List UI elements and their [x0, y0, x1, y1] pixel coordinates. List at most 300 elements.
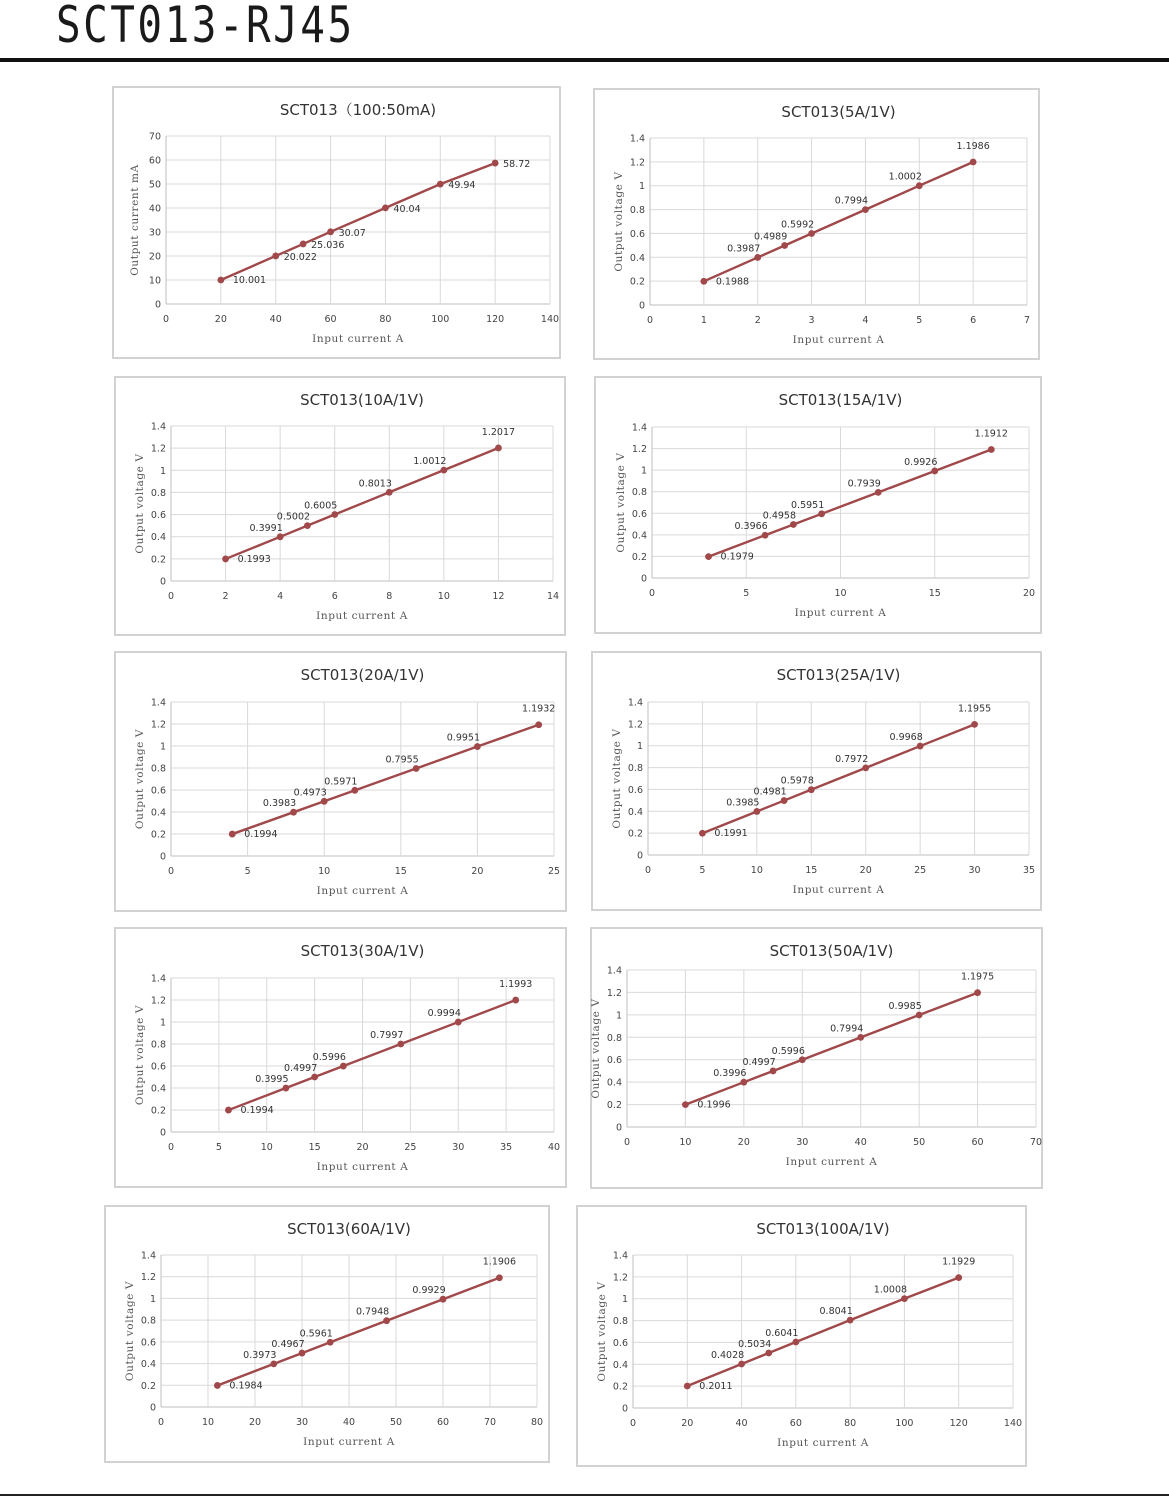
- data-point: [492, 160, 499, 167]
- y-axis-label: Output voltage V: [134, 1004, 146, 1106]
- y-tick-label: 0.4: [150, 1083, 166, 1095]
- data-label: 25.036: [311, 239, 345, 251]
- chart-title: SCT013(5A/1V): [781, 103, 896, 121]
- chart-svg: [116, 653, 569, 914]
- data-point: [229, 831, 236, 838]
- y-tick-label: 1: [638, 181, 645, 193]
- data-point: [327, 228, 334, 235]
- data-label: 1.1906: [482, 1256, 517, 1268]
- y-tick-label: 0.8: [150, 763, 166, 775]
- data-point: [738, 1361, 745, 1368]
- y-tick-label: 0: [159, 851, 166, 863]
- y-tick-label: 0.6: [606, 1055, 622, 1067]
- x-tick-label: 20: [356, 1142, 369, 1153]
- y-tick-label: 0.2: [150, 554, 166, 566]
- data-point: [808, 230, 815, 237]
- data-point: [847, 1317, 854, 1324]
- data-label: 0.7997: [370, 1030, 404, 1042]
- x-axis-label: Input current A: [777, 1437, 869, 1449]
- x-tick-label: 35: [1022, 865, 1036, 876]
- x-tick-label: 6: [970, 315, 977, 326]
- data-label: 1.1993: [499, 979, 533, 991]
- x-axis-label: Input current A: [312, 333, 404, 345]
- y-tick-label: 1: [149, 1293, 156, 1305]
- data-point: [955, 1274, 962, 1281]
- chart-panel-sct013-10a: [114, 376, 566, 636]
- data-label: 0.5951: [791, 499, 825, 511]
- x-tick-label: 12: [492, 591, 505, 602]
- data-point: [684, 1383, 691, 1390]
- chart-svg: [596, 378, 1044, 636]
- data-label: 0.5992: [780, 219, 815, 231]
- data-point: [437, 181, 444, 188]
- data-label: 0.8041: [819, 1306, 853, 1318]
- data-point: [770, 1068, 777, 1075]
- data-label: 0.1991: [714, 828, 748, 840]
- data-point: [765, 1350, 772, 1357]
- x-tick-label: 15: [805, 865, 818, 876]
- x-tick-label: 3: [808, 315, 815, 326]
- x-tick-label: 0: [167, 866, 175, 877]
- x-tick-label: 120: [949, 1418, 968, 1429]
- x-tick-label: 80: [844, 1418, 857, 1429]
- x-axis-label: Input current A: [785, 1156, 878, 1168]
- y-tick-label: 1.4: [631, 422, 647, 434]
- chart-svg: [106, 1207, 552, 1465]
- y-tick-label: 1.4: [627, 697, 643, 709]
- x-tick-label: 10: [201, 1417, 215, 1428]
- x-tick-label: 2: [754, 315, 761, 326]
- y-tick-label: 0.6: [150, 510, 166, 522]
- data-label: 0.1988: [715, 276, 750, 288]
- y-tick-label: 0: [640, 573, 647, 585]
- data-point: [754, 254, 761, 261]
- x-tick-label: 5: [743, 588, 750, 599]
- x-tick-label: 70: [1029, 1137, 1043, 1148]
- y-tick-label: 0.6: [627, 784, 643, 796]
- chart-title: SCT013(30A/1V): [300, 942, 425, 960]
- y-tick-label: 0.4: [150, 532, 166, 544]
- series-line: [232, 725, 538, 834]
- data-label: 1.0002: [888, 171, 922, 183]
- data-label: 0.1996: [697, 1099, 731, 1111]
- chart-svg: [593, 653, 1044, 913]
- x-tick-label: 10: [437, 591, 450, 602]
- series-line: [702, 724, 974, 833]
- chart-title: SCT013(25A/1V): [776, 666, 901, 684]
- y-tick-label: 10: [148, 275, 161, 287]
- data-label: 0.4997: [742, 1056, 776, 1068]
- x-tick-label: 7: [1023, 315, 1031, 326]
- y-tick-label: 1.4: [629, 133, 645, 145]
- data-point: [682, 1101, 689, 1108]
- x-tick-label: 60: [971, 1137, 984, 1148]
- data-point: [327, 1339, 334, 1346]
- x-tick-label: 40: [269, 314, 282, 325]
- chart-svg: [595, 90, 1042, 362]
- x-tick-label: 0: [646, 315, 654, 326]
- x-axis-label: Input current A: [792, 334, 885, 346]
- data-label: 1.0012: [413, 456, 447, 468]
- series-line: [709, 450, 992, 557]
- y-tick-label: 0.6: [150, 785, 166, 797]
- chart-title: SCT013(20A/1V): [300, 666, 425, 684]
- data-point: [283, 1085, 290, 1092]
- data-label: 0.3987: [727, 243, 761, 255]
- x-tick-label: 25: [404, 1142, 417, 1153]
- data-point: [382, 205, 389, 212]
- page-title: SCT013-RJ45: [56, 0, 355, 54]
- chart-svg: [116, 929, 569, 1190]
- y-tick-label: 1: [640, 465, 647, 477]
- y-tick-label: 0.6: [629, 228, 645, 240]
- data-label: 0.5971: [324, 776, 358, 788]
- data-point: [790, 521, 797, 528]
- data-point: [272, 253, 279, 260]
- y-tick-label: 40: [148, 203, 161, 215]
- x-axis-label: Input current A: [792, 884, 885, 896]
- y-tick-label: 30: [148, 227, 161, 239]
- chart-panel-sct013-100-50ma: [112, 86, 561, 359]
- y-tick-label: 0.8: [631, 487, 647, 499]
- x-tick-label: 10: [679, 1137, 692, 1148]
- data-label: 0.6041: [765, 1327, 799, 1339]
- x-tick-label: 6: [331, 591, 338, 602]
- x-tick-label: 0: [167, 591, 175, 602]
- data-label: 0.7939: [847, 478, 881, 490]
- chart-panel-sct013-15a: [594, 376, 1042, 634]
- chart-title: SCT013(60A/1V): [287, 1220, 411, 1238]
- y-tick-label: 0.8: [150, 1039, 166, 1051]
- y-tick-label: 0.6: [150, 1061, 166, 1073]
- data-point: [495, 445, 502, 452]
- data-point: [781, 242, 788, 249]
- y-tick-label: 20: [148, 251, 161, 263]
- x-tick-label: 4: [862, 315, 869, 326]
- chart-panel-sct013-25a: [591, 651, 1042, 911]
- data-label: 1.1912: [974, 428, 1008, 440]
- data-label: 30.07: [338, 227, 366, 239]
- chart-svg: [116, 378, 568, 638]
- data-label: 20.022: [283, 251, 317, 263]
- x-tick-label: 5: [244, 866, 251, 877]
- y-tick-label: 0.8: [629, 205, 645, 217]
- y-tick-label: 0: [638, 300, 645, 312]
- data-point: [917, 743, 924, 750]
- data-label: 0.5961: [299, 1328, 333, 1340]
- data-point: [740, 1079, 747, 1086]
- y-axis-label: Output current mA: [129, 164, 141, 276]
- y-tick-label: 1.2: [629, 157, 645, 169]
- x-tick-label: 100: [895, 1418, 914, 1429]
- data-point: [931, 468, 938, 475]
- chart-title: SCT013(15A/1V): [778, 391, 903, 409]
- y-tick-label: 0: [621, 1403, 628, 1415]
- x-tick-label: 40: [854, 1137, 867, 1148]
- y-tick-label: 1: [621, 1294, 628, 1306]
- x-axis-label: Input current A: [303, 1436, 395, 1448]
- chart-svg: [578, 1207, 1029, 1469]
- data-point: [304, 522, 311, 529]
- data-point: [225, 1107, 232, 1114]
- data-point: [857, 1034, 864, 1041]
- y-tick-label: 60: [148, 155, 161, 167]
- x-tick-label: 140: [540, 314, 560, 325]
- data-point: [762, 532, 769, 539]
- data-point: [340, 1063, 347, 1070]
- y-tick-label: 0.2: [606, 1100, 622, 1112]
- x-tick-label: 0: [644, 865, 652, 876]
- chart-panel-sct013-30a: [114, 927, 567, 1188]
- x-tick-label: 1: [700, 315, 707, 326]
- data-point: [277, 533, 284, 540]
- y-tick-label: 0: [615, 1122, 622, 1134]
- data-label: 58.72: [503, 159, 531, 171]
- data-label: 0.4967: [271, 1339, 305, 1351]
- data-label: 0.7994: [834, 195, 869, 207]
- data-label: 0.9929: [412, 1285, 446, 1297]
- data-point: [440, 1296, 447, 1303]
- data-label: 0.7955: [385, 754, 419, 766]
- data-label: 0.4997: [284, 1063, 318, 1075]
- data-label: 0.3973: [243, 1349, 277, 1361]
- x-tick-label: 50: [389, 1417, 403, 1428]
- data-label: 1.1975: [960, 971, 995, 983]
- y-tick-label: 0.2: [150, 1105, 166, 1117]
- x-tick-label: 15: [308, 1142, 321, 1153]
- data-point: [916, 182, 923, 189]
- data-point: [753, 808, 760, 815]
- data-label: 1.1955: [957, 703, 992, 715]
- x-tick-label: 5: [916, 315, 923, 326]
- y-tick-label: 1.2: [150, 719, 166, 731]
- data-label: 1.1986: [956, 141, 990, 153]
- data-label: 40.04: [393, 203, 421, 215]
- data-point: [901, 1295, 908, 1302]
- series-line: [704, 162, 973, 281]
- chart-title: SCT013(50A/1V): [769, 942, 894, 960]
- chart-panel-sct013-50a: [590, 927, 1043, 1189]
- data-point: [217, 277, 224, 284]
- data-point: [705, 553, 712, 560]
- data-label: 0.3996: [713, 1068, 747, 1080]
- data-label: 0.7972: [835, 753, 869, 765]
- data-label: 0.3983: [262, 798, 297, 810]
- data-label: 0.9985: [888, 1001, 922, 1013]
- y-axis-label: Output voltage V: [596, 1281, 608, 1382]
- data-point: [386, 489, 393, 496]
- data-label: 1.1929: [942, 1256, 976, 1268]
- data-point: [970, 159, 977, 166]
- x-tick-label: 2: [222, 591, 229, 602]
- data-point: [535, 721, 542, 728]
- x-axis-label: Input current A: [316, 885, 409, 897]
- x-tick-label: 30: [452, 1142, 465, 1153]
- data-label: 0.5978: [780, 775, 814, 787]
- x-tick-label: 15: [928, 588, 941, 599]
- x-axis-label: Input current A: [794, 607, 887, 619]
- x-tick-label: 0: [648, 588, 656, 599]
- data-label: 0.9968: [889, 732, 923, 744]
- y-tick-label: 1.4: [140, 1250, 156, 1262]
- data-label: 0.8013: [358, 478, 392, 490]
- y-tick-label: 0.4: [606, 1077, 622, 1089]
- x-tick-label: 50: [913, 1137, 926, 1148]
- y-tick-label: 0.2: [631, 551, 647, 563]
- y-tick-label: 0: [159, 1127, 166, 1139]
- y-axis-label: Output voltage V: [611, 728, 623, 829]
- y-tick-label: 1: [636, 741, 643, 753]
- chart-title: SCT013(10A/1V): [300, 391, 424, 409]
- y-tick-label: 1.2: [606, 987, 622, 999]
- data-point: [512, 997, 519, 1004]
- data-label: 0.1984: [229, 1380, 263, 1392]
- data-point: [300, 241, 307, 248]
- x-tick-label: 20: [737, 1137, 750, 1148]
- data-label: 0.9994: [427, 1008, 461, 1020]
- y-tick-label: 1.4: [150, 421, 166, 433]
- data-point: [474, 743, 481, 750]
- x-tick-label: 0: [157, 1417, 165, 1428]
- y-tick-label: 0: [159, 576, 166, 588]
- y-tick-label: 0.2: [150, 829, 166, 841]
- y-tick-label: 0.2: [612, 1381, 628, 1393]
- series-line: [226, 448, 499, 559]
- data-label: 0.5996: [312, 1052, 346, 1064]
- data-point: [496, 1274, 503, 1281]
- chart-panel-sct013-60a: [104, 1205, 550, 1463]
- data-point: [862, 764, 869, 771]
- data-label: 0.9926: [904, 456, 938, 468]
- bottom-divider: [0, 1494, 1169, 1496]
- y-tick-label: 0.6: [631, 508, 647, 520]
- y-axis-label: Output voltage V: [134, 728, 146, 830]
- data-label: 0.3991: [249, 522, 283, 534]
- y-axis-label: Output voltage V: [615, 452, 627, 553]
- data-point: [214, 1382, 221, 1389]
- x-tick-label: 80: [530, 1417, 544, 1428]
- y-tick-label: 0.4: [140, 1359, 156, 1371]
- x-tick-label: 10: [318, 866, 331, 877]
- data-label: 0.1994: [240, 1105, 274, 1117]
- x-axis-label: Input current A: [316, 610, 408, 622]
- data-label: 0.1993: [237, 553, 271, 565]
- y-tick-label: 0.2: [140, 1380, 156, 1392]
- data-label: 0.3966: [734, 521, 768, 533]
- data-label: 0.4028: [710, 1349, 745, 1361]
- data-point: [290, 809, 297, 816]
- data-label: 0.4958: [762, 510, 796, 522]
- x-tick-label: 140: [1003, 1418, 1023, 1429]
- title-divider: [0, 58, 1169, 62]
- y-tick-label: 0.2: [627, 828, 643, 840]
- x-tick-label: 70: [483, 1417, 497, 1428]
- data-label: 1.2017: [481, 426, 516, 438]
- x-tick-label: 20: [681, 1418, 694, 1429]
- data-label: 0.7948: [355, 1306, 390, 1318]
- y-tick-label: 0.8: [612, 1316, 628, 1328]
- x-tick-label: 100: [431, 314, 450, 325]
- x-axis-label: Input current A: [316, 1161, 409, 1173]
- data-point: [700, 278, 707, 285]
- y-tick-label: 1: [159, 1017, 166, 1029]
- y-tick-label: 70: [148, 131, 161, 143]
- data-label: 0.7994: [830, 1023, 864, 1035]
- data-label: 10.001: [232, 274, 267, 286]
- x-tick-label: 30: [968, 865, 981, 876]
- x-tick-label: 60: [324, 314, 337, 325]
- y-tick-label: 0.8: [606, 1032, 622, 1044]
- data-point: [383, 1317, 390, 1324]
- y-tick-label: 0: [149, 1402, 156, 1414]
- data-point: [862, 206, 869, 213]
- data-point: [351, 787, 358, 794]
- chart-svg: [114, 88, 563, 361]
- chart-svg: [592, 929, 1045, 1191]
- data-label: 0.3985: [726, 797, 760, 809]
- y-tick-label: 1.2: [140, 1272, 156, 1284]
- x-tick-label: 120: [486, 314, 505, 325]
- y-tick-label: 0.4: [150, 807, 166, 819]
- x-tick-label: 60: [789, 1418, 802, 1429]
- chart-panel-sct013-5a: [593, 88, 1040, 360]
- x-tick-label: 5: [699, 865, 706, 876]
- x-tick-label: 20: [248, 1417, 262, 1428]
- y-tick-label: 0.4: [631, 530, 647, 542]
- data-label: 0.4981: [753, 786, 787, 798]
- data-point: [988, 446, 995, 453]
- y-axis-label: Output voltage V: [134, 453, 146, 554]
- x-tick-label: 35: [500, 1142, 513, 1153]
- x-tick-label: 80: [379, 314, 392, 325]
- y-tick-label: 0.4: [627, 806, 643, 818]
- y-axis-label: Output voltage V: [590, 998, 602, 1099]
- x-tick-label: 15: [394, 866, 407, 877]
- series-line: [687, 1278, 958, 1386]
- data-point: [413, 765, 420, 772]
- data-point: [699, 830, 706, 837]
- chart-panel-sct013-20a: [114, 651, 567, 912]
- x-tick-label: 5: [215, 1142, 222, 1153]
- y-tick-label: 0: [636, 850, 643, 862]
- x-tick-label: 25: [547, 866, 561, 877]
- data-label: 0.9951: [446, 732, 481, 744]
- y-tick-label: 0.8: [150, 487, 166, 499]
- y-axis-label: Output voltage V: [613, 171, 625, 272]
- data-label: 0.1979: [720, 551, 754, 563]
- data-label: 0.5034: [738, 1338, 772, 1350]
- x-tick-label: 14: [546, 591, 560, 602]
- data-label: 0.5996: [771, 1045, 805, 1057]
- y-tick-label: 1.2: [627, 719, 643, 731]
- y-tick-label: 1.2: [150, 995, 166, 1007]
- x-tick-label: 0: [162, 314, 170, 325]
- data-point: [331, 511, 338, 518]
- x-tick-label: 60: [436, 1417, 450, 1428]
- x-tick-label: 10: [260, 1142, 273, 1153]
- y-tick-label: 1: [615, 1010, 622, 1022]
- x-tick-label: 0: [167, 1142, 175, 1153]
- x-tick-label: 25: [914, 865, 927, 876]
- y-tick-label: 1: [159, 741, 166, 753]
- data-point: [971, 721, 978, 728]
- x-tick-label: 0: [629, 1418, 637, 1429]
- x-tick-label: 8: [386, 591, 393, 602]
- data-label: 1.1932: [522, 703, 556, 715]
- x-tick-label: 40: [547, 1142, 561, 1153]
- y-tick-label: 1.4: [606, 965, 622, 977]
- y-axis-label: Output voltage V: [124, 1280, 136, 1382]
